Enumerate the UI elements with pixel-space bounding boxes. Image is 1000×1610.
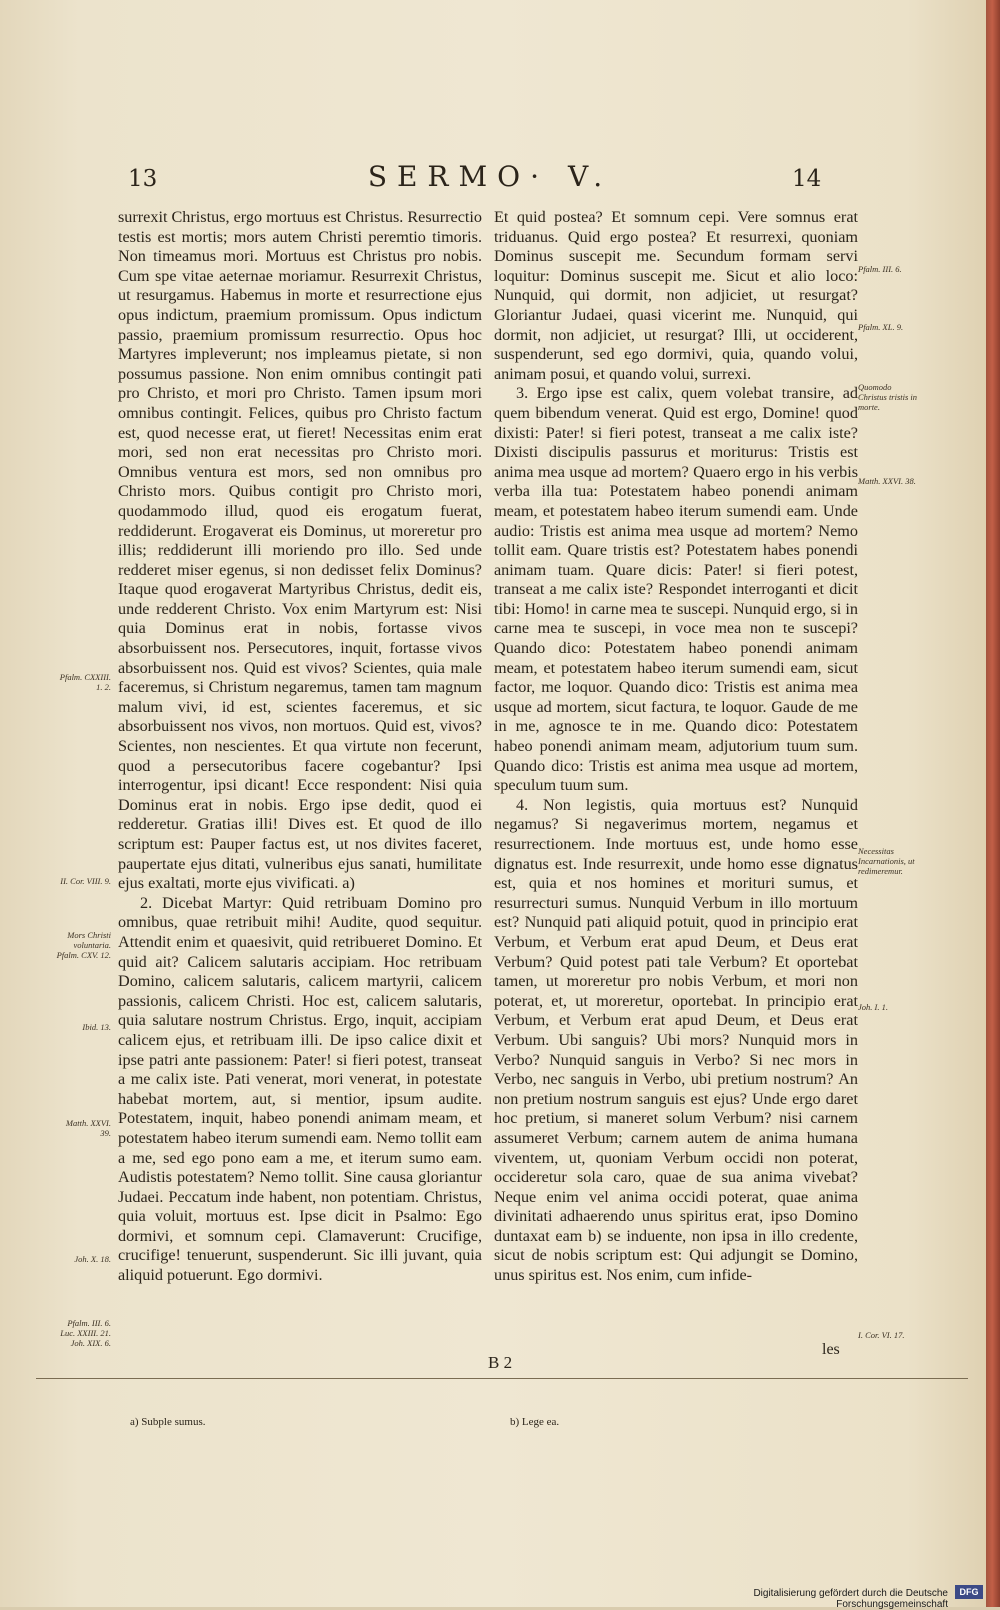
margin-note: Joh. I. 1. — [858, 1002, 888, 1012]
margin-note: I. Cor. VI. 17. — [858, 1330, 905, 1340]
margin-note: II. Cor. VIII. 9. — [60, 876, 111, 886]
right-page-number: 14 — [792, 166, 822, 192]
right-text-column — [494, 208, 858, 1286]
margin-note: Ibid. 13. — [82, 1022, 111, 1032]
digitization-credit: Digitalisierung gefördert durch die Deutsche Forschungsgemeinschaft — [753, 1588, 948, 1610]
footnote-b: b) Lege ea. — [510, 1416, 560, 1428]
margin-note: Pfalm. CXXIII. 1. 2. — [59, 672, 111, 692]
page-edge — [986, 0, 1000, 1607]
margin-note: Pfalm. XL. 9. — [858, 322, 904, 332]
paragraph: 4. Non legistis, quia mortuus est? Nunquid negamus? Si negaverimus mortem, negamus et resurrectionem. Inde mortuus est, unde homo esse dignatus est. Inde resurrexit, unde homo esse dignatus est, quia et nos homines et morituri sumus, et resurrecturi sumus. Nunquid Verbum in illo mortuum est? Nunquid pati aliquid potuit, quod in principio erat Verbum, et Verbum erat apud Deum, et Deus erat Verbum? Quid potest pati tale Verbum? Et oportebat tamen, ut moreretur pro nobis Verbum, et mori non poterat, et, ut moreretur, oportebat. In principio erat Verbum, et Verbum erat apud Deum, et Deus erat Verbum. Ubi sanguis? Ubi mors? Nunquid mors in Verbo? Nunquid sanguis in Verbo? Si nec mors in Verbo, nec sanguis in Verbo, ubi pretium nostrum? An non pretium nostrum sanguis est ejus? Unde ergo daret hoc pretium, si maneret solum Verbum? nisi carnem assumeret Verbum; carnem autem de anima humana viventem, ut, quoniam Verbum occidi non poterat, occideretur sola caro, quae de sua anima vivebat? Neque enim vel anima occidi poterat, quae anima divinitati adhaerendo unus spiritus erat, ipso Domino duntaxat eam b) se induente, non ipsa in illo credente, sicut de nobis scriptum est: Qui adjungit se Domino, unus spiritus est. Nos enim, cum infide- — [494, 795, 858, 1285]
catchword: les — [822, 1341, 840, 1358]
margin-note: Mors Christi voluntaria. Pfalm. CXV. 12. — [56, 930, 111, 960]
margin-note: Matth. XXVI. 38. — [858, 476, 916, 486]
margin-note: Joh. X. 18. — [74, 1254, 111, 1264]
dfg-logo: DFG — [955, 1585, 983, 1599]
footnote-rule — [36, 1378, 968, 1379]
margin-note: Pfalm. III. 6. Luc. XXIII. 21. Joh. XIX. 6. — [60, 1318, 111, 1348]
paragraph: 2. Dicebat Martyr: Quid retribuam Domino pro omnibus, quae retribuit mihi! Audite, quod sequitur. Attendit enim et quaesivit, quid retribueret Domino. Et quid ait? Calicem salutaris accipiam. Hoc retribuam Domino, calicem salutaris, calicem martyrii, calicem passionis, calicem Christi. Hoc est, calicem salutaris, quia salutare nostrum Christus. Ergo, inquit, accipiam calicem ejus, et retribuam illi. De ipso calice dixit et ipse patri ante passionem: Pater! si fieri potest, transeat a me calix iste. Pati venerat, mori venerat, in potestate habebat mortem, aut, si mentior, ipsum audite. Potestatem, inquit, habeo ponendi animam meam, et potestatem habeo iterum sumendi eam. Nemo tollit eam a me, sed ego pono eam a me, et iterum sumo eam. Audistis potestatem? Nemo tollit. Sine causa gloriantur Judaei. Peccatum inde habent, non potentiam. Christus, quia voluit, mortuus est. Ipse dicit in Psalmo: Ego dormivi, et somnum cepi. Clamaverunt: Crucifige, crucifige! tenuerunt, suspenderunt. Sic illi juvant, quia aliquid potuerunt. Ego dormivi. — [118, 893, 482, 1285]
margin-note: Pfalm. III. 6. — [858, 264, 902, 274]
page-title: SERMO· V. — [367, 160, 613, 193]
margin-note: Necessitas Incarnationis, ut redimeremur. — [858, 846, 915, 876]
paragraph: Et quid postea? Et somnum cepi. Vere somnus erat triduanus. Quid ergo postea? Et resurrexi, quoniam Dominus suscepit me. Secundum formam servi loquitur: Dominus suscepit me. Sicut et alio loco: Nunquid, qui dormit, non adjiciet, ut resurgat? Gloriantur Judaei, quasi vicerint me. Nunquid, qui dormit, non adjiciet, ut resurgat? Illi, ut occiderent, suspenderunt, sed ego dormivi, quia, quando volui, animam posui, et quando volui, surrexi. — [494, 208, 858, 383]
left-text-column — [118, 208, 482, 1286]
paragraph: surrexit Christus, ergo mortuus est Christus. Resurrectio testis est mortis; mors autem Christi peremtio timoris. Non timeamus mori. Mortuus est Christus pro nobis. Cum spe vitae aeternae moriamur. Resurrexit Christus, ut resurgamus. Habemus in morte et resurrectione ejus opus indictum, praemium promissum. Opus indictum passio, praemium promissum resurrectio. Opus hoc Martyres impleverunt; nos impleamus pietate, si non possumus passione. Non enim omnibus contingit pati pro Christo, et mori pro Christo. Tamen ipsum mori omnibus contingit. Felices, quibus pro Christo factum est, quod necesse erat, ut fieret! Necessitas enim erat mori, sed non erat necessitas pro Christo mori. Omnibus ventura est mors, sed non omnibus pro Christo mors. Quibus contigit pro Christo mori, quodammodo illud, quod eis erogatum fuerat, reddiderunt. Erogaverat eis Dominus, ut moreretur pro illis; reddiderunt illi moriendo pro illo. Sed unde redderet miser egenus, si non dedisset felix Dominus? Itaque quod erogaverat Martyribus Christus, dedit eis, unde redderent Christo. Vox enim Martyrum est: Nisi quia Dominus erat in nobis, fortasse vivos absorbuissent nos. Persecutores, inquit, fortasse vivos absorbuissent nos. Quid est vivos? Scientes, quia male faceremus, si Christum negaremus, tamen tam magnum malum vivi, id est, scientes faceremus, et sic absorbuissent nos vivos, non mortuos. Quid est, vivos? Scientes, non nescientes. Et qua virtute non fecerunt, quod a persecutoribus facere cogebantur? Ipsi interrogentur, ipsi dicant! Ecce respondent: Nisi quia Dominus erat in nobis. Ergo ipse dedit, quod ei redderetur. Gratias illi! Dives est. Et quod de illo scriptum est: Pauper factus est, ut nos divites faceret, paupertate ejus ditati, vulneribus ejus sanati, humilitate ejus exaltati, morte ejus vivificati. a) — [118, 208, 482, 893]
left-page-number: 13 — [128, 166, 158, 192]
footnote-a: a) Subple sumus. — [130, 1416, 206, 1428]
paragraph: 3. Ergo ipse est calix, quem volebat transire, ad quem bibendum venerat. Quid est ergo, Domine! quod dixisti: Pater! si fieri potest, transeat a me calix iste? Dixisti discipulis passurus et moriturus: Tristis est anima mea usque ad mortem? Quaero ergo in his verbis verba illa tua: Potestatem habeo ponendi animam meam, et potestatem habeo iterum sumendi eam. Unde audio: Tristis est anima mea usque ad mortem? Nemo tollit eam. Quare tristis est? Potestatem habes ponendi animam tuam. Quare dicis: Pater! si fieri potest, transeat a me calix iste? Respondet interroganti et dicit tibi: Homo! in carne mea te suscepi. Nunquid ergo, si in carne mea te suscepi, in voce mea non te suscepi? Quando dico: Potestatem habeo ponendi animam meam, et potestatem habeo iterum sumendi eam, sicut factor, me loquor. Quando dico: Tristis est anima mea usque ad mortem, sicut factura, te loquor. Gaude de me in me, agnosce te in me. Quando dico: Potestatem habeo ponendi animam meam, adjutorium tuum sum. Quando dico: Tristis est anima mea usque ad mortem, speculum tuum sum. — [494, 384, 858, 795]
margin-note: Matth. XXVI. 39. — [65, 1118, 111, 1138]
margin-note: Quomodo Christus tristis in morte. — [858, 382, 918, 412]
signature-mark: B 2 — [488, 1353, 513, 1372]
